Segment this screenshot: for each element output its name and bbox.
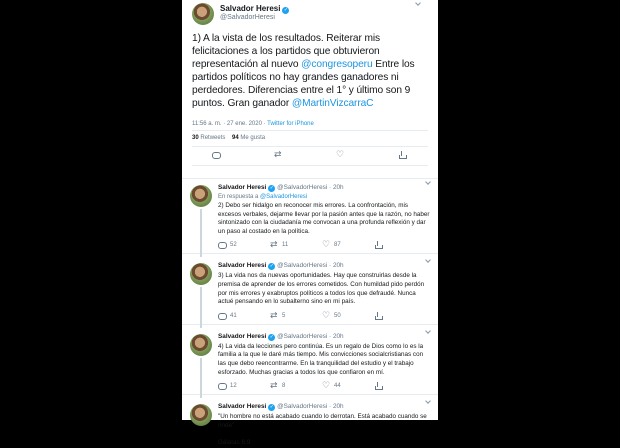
like-icon[interactable] [322, 241, 331, 250]
reply-author-handle[interactable]: @SalvadorHeresi · 20h [277, 403, 344, 411]
verified-badge-icon: ✓ [269, 333, 274, 340]
reply-text: "Un hombre no está acabado cuando lo derrotan. Está acabado cuando se rinde" [218, 413, 427, 429]
tweet-timestamp[interactable]: 11:56 a. m. · 27 ene. 2020 · [192, 121, 268, 127]
reply-text: 2) Debo ser hidalgo en reconocer mis errores. La confrontación, mis excesos verbales, dejarme llevar por la pasión antes que la razón, no haber sintonizado con la ciudadanía me convocan a una profunda reflexión y dar un paso al costado en la política. [218, 202, 430, 235]
reply-tweet[interactable] [182, 395, 438, 448]
reply-header [218, 261, 430, 271]
reply-actions [218, 310, 430, 324]
verified-badge-icon: ✓ [269, 185, 274, 191]
mention-link-congresoperu[interactable]: @congresoperu [301, 59, 373, 70]
retweet-action[interactable] [270, 241, 289, 252]
share-action[interactable] [374, 312, 383, 323]
tweet-text-part: 1) A la vista de los resultados. Reiterar mis felicitaciones a los partidos que obtuvieron representación al nuevo [192, 33, 381, 70]
reply-author-name[interactable]: Salvador Heresi [218, 403, 267, 411]
likes-count[interactable]: 94 [232, 135, 239, 141]
chevron-down-icon[interactable] [415, 3, 422, 8]
reply-author-name[interactable]: Salvador Heresi [218, 262, 267, 270]
chevron-down-icon[interactable] [425, 401, 432, 406]
reply-action[interactable] [218, 241, 237, 252]
reply-header [218, 332, 430, 342]
share-icon[interactable] [398, 151, 407, 160]
verified-badge-icon: ✓ [269, 263, 274, 270]
retweet-icon[interactable] [270, 241, 279, 250]
avatar[interactable] [192, 3, 214, 25]
reply-icon[interactable] [218, 241, 227, 250]
retweet-action[interactable] [270, 312, 286, 323]
retweets-stat[interactable] [192, 135, 225, 141]
reply-text: 3) La vida nos da nuevas oportunidades. Hay que construirlas desde la premisa de aprender de los errores cometidos. Con humildad pido perdón por mis errores y exabruptos políticos a todos los que defraudé. Nunca actué pensando en lo subalterno sino en mi país. [218, 272, 425, 306]
avatar[interactable] [190, 185, 212, 207]
reply-count: 41 [230, 312, 237, 319]
tweet-text-part: Entre los partidos políticos no hay grandes ganadores ni perdedores. Diferencias entre el 1° y último son 9 puntos. Gran ganador [192, 59, 415, 109]
author-name-text[interactable]: Salvador Heresi [220, 4, 281, 13]
like-icon[interactable] [322, 382, 331, 391]
share-action[interactable] [374, 241, 383, 252]
like-action[interactable] [322, 382, 341, 393]
reply-action[interactable] [218, 312, 237, 323]
reply-tweet[interactable] [182, 179, 438, 253]
reply-icon[interactable] [212, 151, 221, 160]
reply-count: 12 [230, 383, 237, 390]
chevron-down-icon[interactable] [425, 260, 432, 265]
like-action[interactable] [322, 241, 341, 252]
verified-badge-icon: ✓ [283, 7, 289, 13]
author-handle[interactable]: @SalvadorHeresi [220, 14, 275, 21]
verified-badge-icon: ✓ [269, 404, 274, 411]
like-action[interactable] [322, 312, 341, 323]
reply-action[interactable] [218, 382, 237, 393]
likes-stat[interactable] [232, 135, 265, 141]
in-reply-handle-link[interactable]: @SalvadorHeresi [260, 194, 308, 200]
reply-header [218, 183, 430, 193]
share-icon[interactable] [374, 241, 383, 250]
reply-tweet[interactable] [182, 254, 438, 323]
retweet-icon[interactable] [270, 382, 279, 391]
retweet-count: 11 [282, 242, 289, 249]
divider [192, 165, 428, 166]
tweet-stats [192, 131, 428, 146]
tweet-meta [192, 118, 428, 130]
chevron-down-icon[interactable] [425, 331, 432, 336]
avatar[interactable] [190, 263, 212, 285]
retweets-count[interactable]: 30 [192, 135, 199, 141]
reply-tweet[interactable] [182, 325, 438, 394]
like-count: 44 [334, 383, 341, 390]
section-gap [182, 166, 438, 178]
reply-actions [218, 239, 430, 253]
avatar[interactable] [190, 334, 212, 356]
tweet-thread-panel [182, 0, 438, 447]
like-icon[interactable] [322, 312, 331, 321]
reply-icon[interactable] [218, 312, 227, 321]
in-reply-prefix: En respuesta a [218, 194, 261, 200]
retweet-icon[interactable] [274, 151, 283, 160]
thread-line [200, 209, 202, 257]
reply-author-handle[interactable]: @SalvadorHeresi · 20h [277, 262, 344, 270]
share-action[interactable] [374, 382, 383, 393]
likes-label[interactable]: Me gusta [240, 135, 266, 141]
retweet-count: 5 [282, 312, 286, 319]
retweet-icon[interactable] [270, 312, 279, 321]
in-reply-to [218, 193, 430, 201]
thread-line [200, 358, 202, 398]
reply-author-name[interactable]: Salvador Heresi [218, 332, 267, 340]
reply-icon[interactable] [218, 382, 227, 391]
share-icon[interactable] [374, 382, 383, 391]
author-name[interactable] [220, 4, 289, 14]
like-count: 87 [334, 242, 341, 249]
mention-link-martinvizcarrac[interactable]: @MartinVizcarraC [291, 98, 374, 109]
share-icon[interactable] [374, 312, 383, 321]
main-tweet-header [192, 0, 428, 30]
like-count: 50 [334, 312, 341, 319]
retweet-count: 8 [282, 383, 286, 390]
reply-author-handle[interactable]: @SalvadorHeresi · 20h [277, 332, 344, 340]
reply-author-name[interactable]: Salvador Heresi [218, 184, 267, 191]
retweets-label[interactable]: Retweets [200, 135, 226, 141]
main-tweet [182, 0, 438, 166]
reply-author-handle[interactable]: @SalvadorHeresi · 20h [277, 184, 344, 191]
tweet-text [192, 32, 428, 110]
main-tweet-actions [192, 147, 428, 165]
reply-actions [218, 380, 430, 394]
retweet-action[interactable] [270, 382, 286, 393]
reply-header [218, 402, 430, 412]
tweet-source-link[interactable]: Twitter for iPhone [267, 121, 314, 127]
like-icon[interactable] [336, 151, 345, 160]
chevron-down-icon[interactable] [425, 182, 432, 187]
reply-text-citation: Gálatas 6:9 [218, 439, 251, 447]
thread-line [200, 287, 202, 327]
reply-text: 4) La vida da lecciones pero continúa. Es un regalo de Dios como lo es la familia a la que le daré más tiempo. Mis convicciones socialcristianas con las que debo reencontrarme. En la tranquilidad del estudio y el trabajo esforzado. Muchas gracias a todos los que confiaron en mí. [218, 342, 424, 376]
reply-count: 52 [230, 242, 237, 249]
avatar[interactable] [190, 404, 212, 426]
